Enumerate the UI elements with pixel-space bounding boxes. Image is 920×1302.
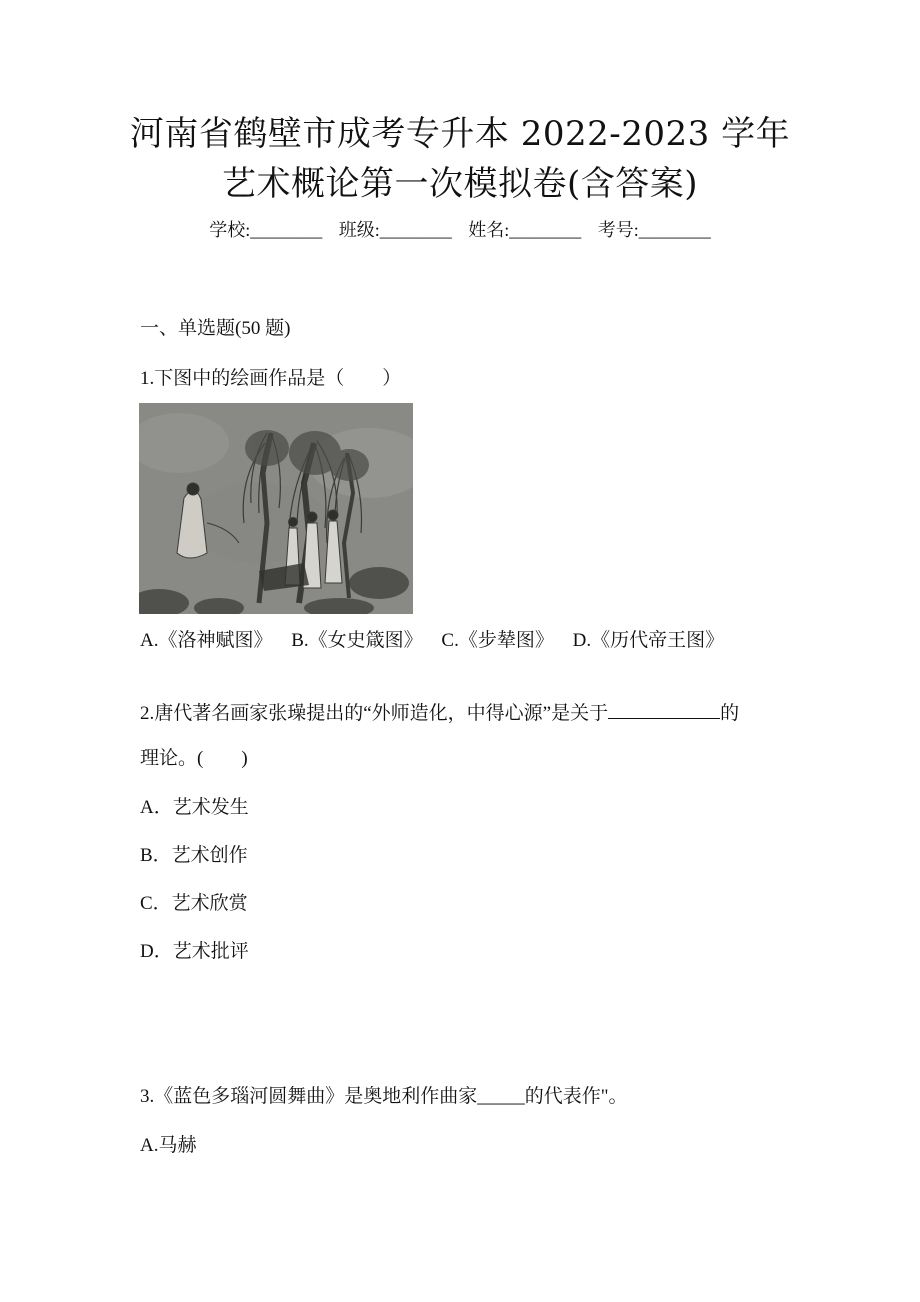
student-info-row bbox=[0, 218, 920, 242]
painting-illustration bbox=[139, 403, 413, 614]
question-2-text bbox=[140, 700, 739, 727]
q1-option-d: D.《历代帝王图》 bbox=[572, 630, 725, 651]
q2-option-d: D．艺术批评 bbox=[140, 941, 249, 962]
class-field: 班级:________ bbox=[338, 220, 452, 240]
section-heading: 一、单选题(50 题) bbox=[140, 318, 291, 339]
q3-option-a: A.马赫 bbox=[140, 1135, 197, 1156]
question-1-painting-image bbox=[139, 403, 413, 614]
q2-text-before: 2.唐代著名画家张璪提出的“外师造化，中得心源”是关于 bbox=[140, 703, 609, 724]
doc-title-line2: 艺术概论第一次模拟卷(含答案) bbox=[221, 164, 699, 204]
q1-option-a: A.《洛神赋图》 bbox=[140, 630, 273, 651]
q2-option-c: C．艺术欣赏 bbox=[140, 893, 248, 914]
q2-answer-blank bbox=[608, 700, 720, 719]
question-1-options bbox=[140, 628, 738, 654]
number-field: 考号:________ bbox=[597, 220, 711, 240]
question-3-text: 3.《蓝色多瑙河圆舞曲》是奥地利作曲家_____的代表作"。 bbox=[140, 1086, 628, 1107]
q2-option-b: B．艺术创作 bbox=[140, 845, 248, 866]
q1-option-c: C.《步辇图》 bbox=[441, 630, 554, 651]
q2-option-a: A．艺术发生 bbox=[140, 797, 249, 818]
question-2-text-line2: 理论。( ) bbox=[140, 748, 248, 769]
q2-text-after: 的 bbox=[720, 703, 740, 724]
name-field: 姓名:________ bbox=[468, 220, 582, 240]
question-1-text: 1.下图中的绘画作品是（ ） bbox=[140, 368, 402, 389]
doc-title-line1: 河南省鹤壁市成考专升本 2022-2023 学年 bbox=[129, 114, 791, 154]
school-field: 学校:________ bbox=[209, 220, 323, 240]
q1-option-b: B.《女史箴图》 bbox=[291, 630, 423, 651]
